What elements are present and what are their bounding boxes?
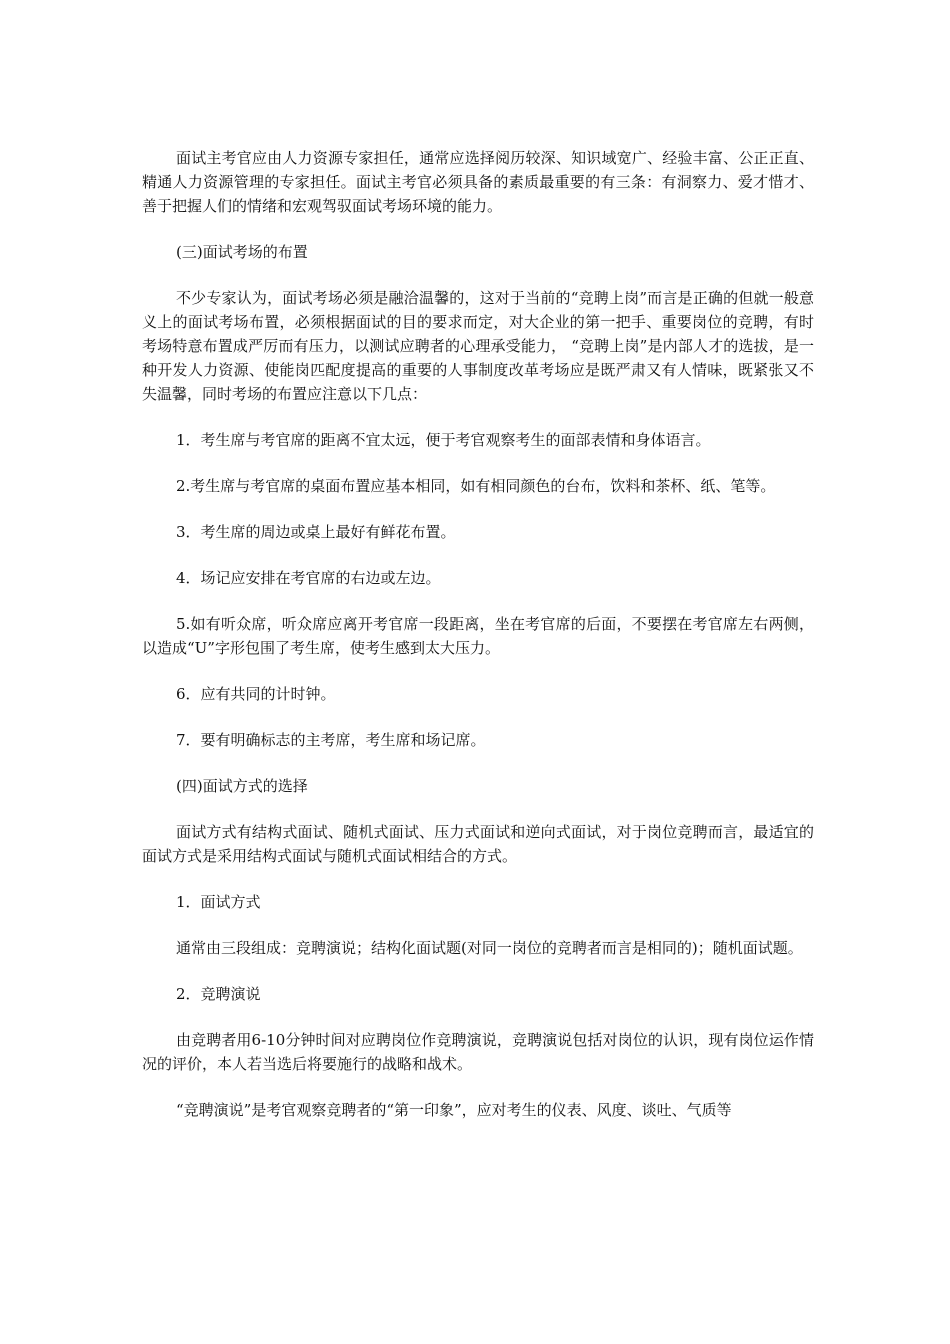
document-body <box>142 146 814 1144</box>
paragraph-speech-details: 由竞聘者用6-10分钟时间对应聘岗位作竞聘演说，竞聘演说包括对岗位的认识，现有岗位运作情况的评价，本人若当选后将要施行的战略和战术。 <box>142 1031 814 1073</box>
section-heading-venue-layout: (三)面试考场的布置 <box>176 243 308 261</box>
section-heading-interview-method: (四)面试方式的选择 <box>176 777 308 795</box>
paragraph-examiner-qualities: 面试主考官应由人力资源专家担任，通常应选择阅历较深、知识域宽广、经验丰富、公正正直、精通人力资源管理的专家担任。面试主考官必须具备的素质最重要的有三条：有洞察力、爱才惜才、善于把握人们的情绪和宏观驾驭面试考场环境的能力。 <box>142 149 814 215</box>
list-item-venue-1: 1．考生席与考官席的距离不宜太远，便于考官观察考生的面部表情和身体语言。 <box>176 431 711 449</box>
paragraph-interview-methods: 面试方式有结构式面试、随机式面试、压力式面试和逆向式面试，对于岗位竞聘而言，最适宜的面试方式是采用结构式面试与随机式面试相结合的方式。 <box>142 823 814 865</box>
paragraph-venue-intro: 不少专家认为，面试考场必须是融洽温馨的，这对于当前的“竞聘上岗”而言是正确的但就一般意义上的面试考场布置，必须根据面试的目的要求而定，对大企业的第一把手、重要岗位的竞聘，有时考场特意布置成严厉而有压力，以测试应聘者的心理承受能力， “竞聘上岗”是内部人才的选拔，是一种开发人力资源、使能岗匹配度提高的重要的人事制度改革考场应是既严肃又有人情味，既紧张又不失温馨，同时考场的布置应注意以下几点： <box>142 289 814 403</box>
subheading-speech: 2．竞聘演说 <box>176 985 261 1003</box>
list-item-venue-6: 6．应有共同的计时钟。 <box>176 685 336 703</box>
paragraph-three-parts: 通常由三段组成：竞聘演说；结构化面试题(对同一岗位的竞聘者而言是相同的)；随机面试题。 <box>176 939 803 957</box>
list-item-venue-5: 5.如有听众席，听众席应离开考官席一段距离，坐在考官席的后面，不要摆在考官席左右两侧，以造成“U”字形包围了考生席，使考生感到太大压力。 <box>142 615 814 657</box>
list-item-venue-4: 4．场记应安排在考官席的右边或左边。 <box>176 569 441 587</box>
list-item-venue-2: 2.考生席与考官席的桌面布置应基本相同，如有相同颜色的台布，饮料和茶杯、纸、笔等。 <box>176 477 776 495</box>
list-item-venue-7: 7．要有明确标志的主考席，考生席和场记席。 <box>176 731 486 749</box>
paragraph-first-impression: “竞聘演说”是考官观察竞聘者的“第一印象”，应对考生的仪表、风度、谈吐、气质等 <box>176 1101 732 1119</box>
list-item-venue-3: 3．考生席的周边或桌上最好有鲜花布置。 <box>176 523 456 541</box>
subheading-interview-format: 1．面试方式 <box>176 893 261 911</box>
